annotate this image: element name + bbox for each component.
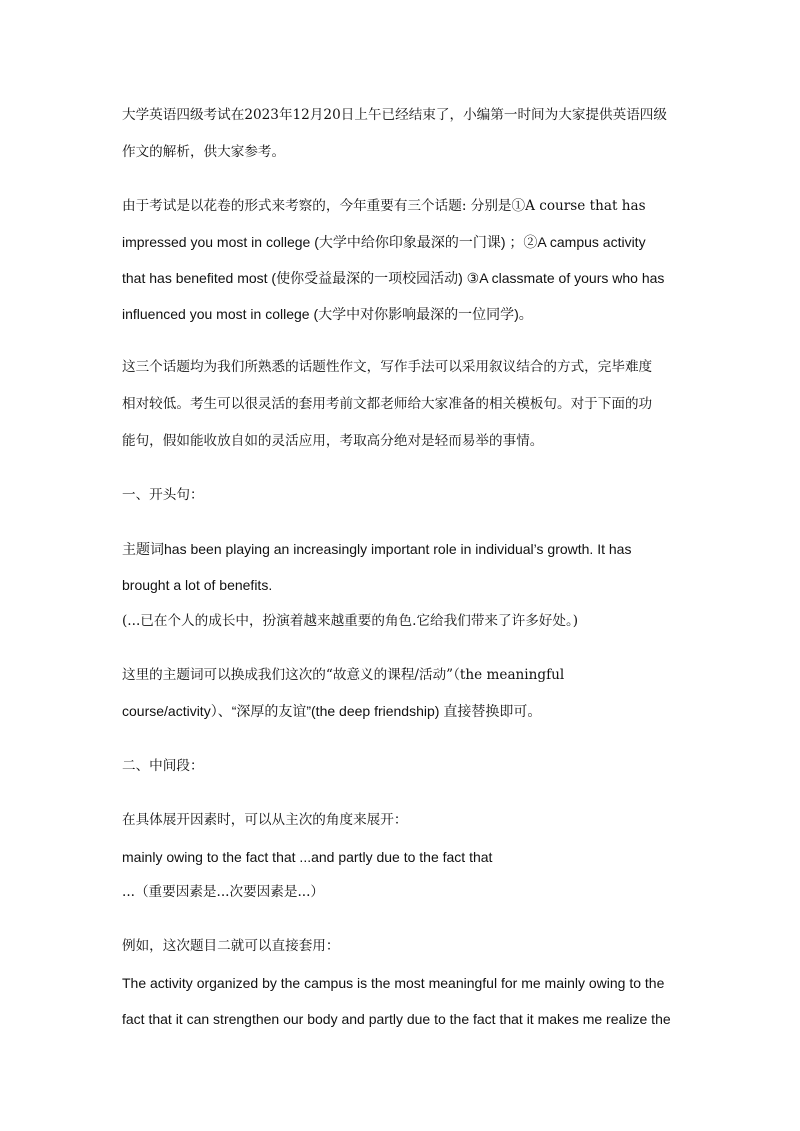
- paragraph-1-line-1: 大学英语四级考试在2023年12月20日上午已经结束了，小编第一时间为大家提供英语四级: [122, 107, 667, 123]
- paragraph-2-line-3: that has benefited most (使你受益最深的一项校园活动) ③A classmate of yours who has: [122, 270, 665, 286]
- example-sentence-line-1: The activity organized by the campus is the most meaningful for me mainly owing to the: [122, 975, 665, 991]
- section-heading-middle: 二、中间段：: [122, 758, 204, 774]
- factor-template-translation: ...（重要因素是...次要因素是...）: [122, 884, 325, 900]
- paragraph-2-line-1: 由于考试是以花卷的形式来考察的，今年重要有三个话题: 分别是①A course that has: [122, 198, 646, 214]
- template-sentence-line-2: brought a lot of benefits.: [122, 577, 273, 593]
- paragraph-3-line-2: 相对较低。考生可以很灵活的套用考前文都老师给大家准备的相关模板句。对于下面的功: [122, 396, 653, 412]
- template-sentence-line-1: 主题词has been playing an increasingly important role in individual’s growth. It has: [122, 541, 632, 557]
- paragraph-3-line-3: 能句，假如能收放自如的灵活应用，考取高分绝对是轻而易举的事情。: [122, 433, 544, 449]
- template-translation: (...已在个人的成长中，扮演着越来越重要的角色.它给我们带来了许多好处。): [122, 613, 579, 629]
- factor-template: mainly owing to the fact that ...and partly due to the fact that: [122, 849, 493, 865]
- replacement-note-line-1: 这里的主题词可以换成我们这次的“故意义的课程/活动”（the meaningful: [122, 667, 565, 683]
- example-intro: 例如，这次题目二就可以直接套用：: [122, 938, 340, 954]
- paragraph-1-line-2: 作文的解析，供大家参考。: [122, 144, 286, 160]
- replacement-note-line-2: course/activity）、“深厚的友谊”(the deep friendship) 直接替换即可。: [122, 703, 542, 719]
- paragraph-2-line-4: influenced you most in college (大学中对你影响最深的一位同学)。: [122, 306, 533, 322]
- paragraph-3-line-1: 这三个话题均为我们所熟悉的话题性作文，写作手法可以采用叙议结合的方式，完毕难度: [122, 359, 653, 375]
- section-heading-opening: 一、开头句：: [122, 487, 204, 503]
- example-sentence-line-2: fact that it can strengthen our body and partly due to the fact that it makes me realize the: [122, 1011, 671, 1027]
- paragraph-2-line-2: impressed you most in college (大学中给你印象最深的一门课) ；②A campus activity: [122, 234, 646, 250]
- factor-intro: 在具体展开因素时，可以从主次的角度来展开：: [122, 812, 408, 828]
